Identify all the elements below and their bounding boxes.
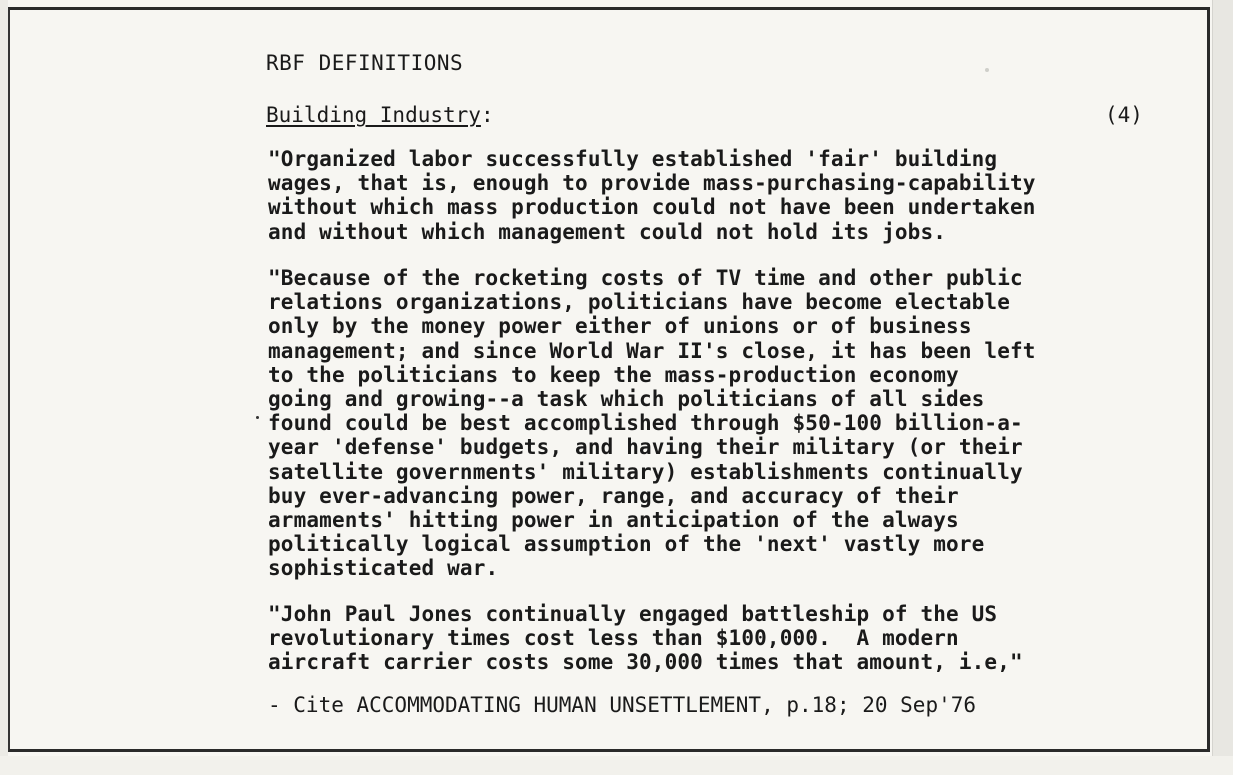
subheading-colon: : — [480, 103, 494, 127]
subheading — [266, 103, 494, 127]
paragraph-1: "Organized labor successfully established 'fair' building wages, that is, enough to provide mass-purchasing-capability without which mass production could not have been undertaken and without which management could not hold its jobs. — [268, 147, 1036, 244]
citation: - Cite ACCOMMODATING HUMAN UNSETTLEMENT, p.18; 20 Sep'76 — [268, 693, 977, 717]
page-number: (4) — [1105, 103, 1143, 127]
subheading-title: Building Industry — [266, 103, 481, 127]
margin-mark — [256, 416, 259, 419]
paragraph-2: "Because of the rocketing costs of TV time and other public relations organizations, politicians have become electable only by the money power either of unions or of business management; and since World War II's close, it has been left to the politicians to keep the mass-production economy going and growing--a task which politicians of all sides found could be best accomplished through $50-100 billion-a- year 'defense' budgets, and having their military (or their satellite governments' military) establishments continually buy ever-advancing power, range, and accuracy of their armaments' hitting power in anticipation of the always politically logical assumption of the 'next' vastly more sophisticated war. — [268, 266, 1036, 581]
scan-bottom-margin — [0, 756, 1233, 775]
scan-right-margin — [1212, 0, 1233, 775]
scan-left-margin — [0, 0, 8, 775]
paragraph-3: "John Paul Jones continually engaged battleship of the US revolutionary times cost less than $100,000. A modern aircraft carrier costs some 30,000 times that amount, i.e," — [268, 602, 1023, 675]
scan-smudge — [985, 68, 989, 72]
document-heading: RBF DEFINITIONS — [266, 51, 464, 75]
